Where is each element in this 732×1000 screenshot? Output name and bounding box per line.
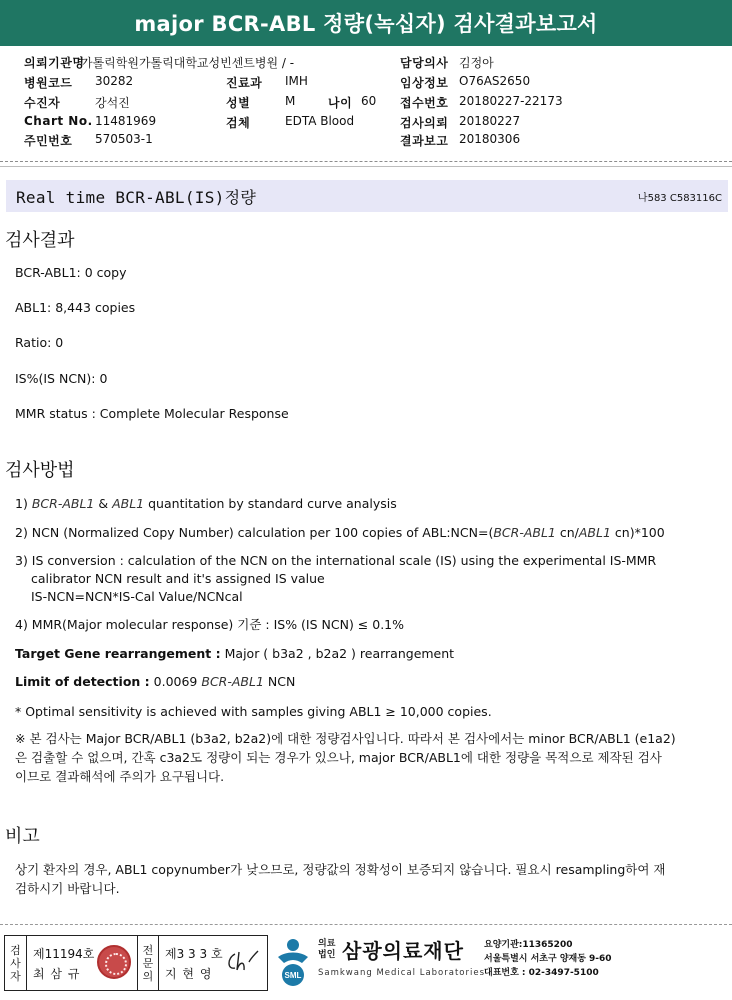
org-name: 삼광의료재단 xyxy=(342,939,464,963)
signature-box xyxy=(4,935,268,991)
target-gene-label: Target Gene rearrangement : xyxy=(15,646,221,661)
lab-logo-block xyxy=(272,935,728,991)
resident-value: 570503-1 xyxy=(95,132,153,146)
doctor-value: 김정아 xyxy=(459,56,494,70)
optimal-sensitivity-note: * Optimal sensitivity is achieved with samples giving ABL1 ≥ 10,000 copies. xyxy=(15,704,492,719)
hospital-code-label: 병원코드 xyxy=(24,76,73,90)
hospital-code-value: 30282 xyxy=(95,74,134,88)
results-heading: 검사결과 xyxy=(5,230,75,251)
method-1-number: 1) xyxy=(15,496,28,511)
receipt-label: 접수번호 xyxy=(400,96,449,110)
result-ratio: Ratio: 0 xyxy=(15,335,64,350)
care-institution-no: 요양기관:11365200 xyxy=(484,940,573,950)
chart-label: Chart No. xyxy=(24,114,93,128)
footer-divider xyxy=(0,924,732,925)
examiner-seal-stamp xyxy=(97,945,131,979)
org-phone: 대표번호 : 02-3497-5100 xyxy=(484,968,599,978)
specimen-value: EDTA Blood xyxy=(285,114,355,128)
method-1-text: quantitation by standard curve analysis xyxy=(148,496,397,511)
target-gene-line xyxy=(15,645,454,663)
lod-value: 0.0069 xyxy=(153,674,198,689)
method-caution-line3: 이므로 결과해석에 주의가 요구됩니다. xyxy=(15,769,225,784)
limit-of-detection-line xyxy=(15,673,295,691)
result-bcr-abl1: BCR-ABL1: 0 copy xyxy=(15,265,127,280)
dept-label: 진료과 xyxy=(226,76,263,90)
test-name: Real time BCR-ABL(IS)정량 xyxy=(16,187,257,207)
method-2-text-a: 2) NCN (Normalized Copy Number) calculation per 100 copies of ABL:NCN=( xyxy=(15,525,494,540)
lod-label: Limit of detection : xyxy=(15,674,150,689)
test-code: 나583 C583116C xyxy=(637,192,722,204)
method-item-2 xyxy=(15,524,665,542)
remarks-line2: 검하시기 바랍니다. xyxy=(15,881,120,896)
examiner-vertical-label: 검 사 자 xyxy=(5,936,27,990)
target-gene-value: Major ( b3a2 , b2a2 ) rearrangement xyxy=(224,646,455,661)
method-1-gene-bcr: BCR-ABL1 xyxy=(31,496,95,511)
sml-logo-text: SML xyxy=(284,971,302,980)
method-item-4: 4) MMR(Major molecular response) 기준 : IS% (IS NCN) ≤ 0.1% xyxy=(15,617,404,632)
clinical-value: O76AS2650 xyxy=(459,74,531,88)
report-value: 20180306 xyxy=(459,132,521,146)
test-header-bar xyxy=(6,180,728,212)
org-address: 서울특별시 서초구 양재동 9-60 xyxy=(484,954,612,964)
sex-label: 성별 xyxy=(226,96,251,110)
patient-value: 강석진 xyxy=(95,96,130,110)
receipt-value: 20180227-22173 xyxy=(459,94,563,108)
info-divider xyxy=(0,161,732,162)
doctor-label: 담당의사 xyxy=(400,56,449,70)
specialist-license-no: 제3 3 3 호 xyxy=(165,947,223,961)
result-is-percent: IS%(IS NCN): 0 xyxy=(15,371,108,386)
method-caution-line1: ※ 본 검사는 Major BCR/ABL1 (b3a2, b2a2)에 대한 정량검사입니다. 따라서 본 검사에서는 minor BCR/ABL1 (e1a2) xyxy=(15,731,676,746)
request-value: 20180227 xyxy=(459,114,521,128)
chart-value: 11481969 xyxy=(95,114,157,128)
specialist-signature xyxy=(225,948,261,976)
report-title: major BCR-ABL 정량(녹십자) 검사결과보고서 xyxy=(134,12,598,36)
org-prefix: 의료 법인 xyxy=(318,939,336,960)
method-2-gene-abl: ABL1 xyxy=(578,525,611,540)
patient-label: 수진자 xyxy=(24,96,61,110)
specialist-vertical-label: 전 문 의 xyxy=(137,936,159,990)
org-contact-info xyxy=(484,938,612,980)
lod-unit: NCN xyxy=(267,674,296,689)
institution-label: 의뢰기관명 xyxy=(24,56,85,70)
org-english-name: Samkwang Medical Laboratories xyxy=(318,968,486,978)
age-label: 나이 xyxy=(328,96,353,110)
result-mmr-status: MMR status : Complete Molecular Response xyxy=(15,406,289,421)
examiner-name: 최 삼 규 xyxy=(33,967,81,981)
clinical-label: 임상정보 xyxy=(400,76,449,90)
method-item-3-line3: IS-NCN=NCN*IS-Cal Value/NCNcal xyxy=(31,589,243,604)
method-heading: 검사방법 xyxy=(5,460,75,481)
specimen-label: 검체 xyxy=(226,116,251,130)
request-label: 검사의뢰 xyxy=(400,116,449,130)
remarks-heading: 비고 xyxy=(5,826,40,847)
report-title-bar xyxy=(0,0,732,46)
age-value: 60 xyxy=(361,94,377,108)
sex-value: M xyxy=(285,94,296,108)
method-item-3-line1: 3) IS conversion : calculation of the NCN on the international scale (IS) using the experimental IS-MMR xyxy=(15,553,657,568)
info-divider-solid xyxy=(0,166,732,167)
dept-value: IMH xyxy=(285,74,308,88)
method-item-1 xyxy=(15,495,397,513)
specialist-name: 지 현 영 xyxy=(165,967,213,981)
lod-gene: BCR-ABL1 xyxy=(201,674,264,689)
method-2-text-c: cn)*100 xyxy=(614,525,665,540)
method-2-gene-bcr: BCR-ABL1 xyxy=(493,525,556,540)
resident-label: 주민번호 xyxy=(24,134,73,148)
report-label: 결과보고 xyxy=(400,134,449,148)
examiner-license-no: 제11194호 xyxy=(33,947,95,961)
method-1-gene-abl: ABL1 xyxy=(112,496,145,511)
remarks-line1: 상기 환자의 경우, ABL1 copynumber가 낮으므로, 정량값의 정확성이 보증되지 않습니다. 필요시 resampling하여 재 xyxy=(15,862,666,877)
result-abl1: ABL1: 8,443 copies xyxy=(15,300,136,315)
method-1-amp: & xyxy=(98,496,109,511)
sml-logo-icon xyxy=(272,937,314,987)
method-2-text-b: cn/ xyxy=(559,525,579,540)
method-caution-line2: 은 검출할 수 없으며, 간혹 c3a2도 정량이 되는 경우가 있으나, major BCR/ABL1에 대한 정량을 목적으로 제작된 검사 xyxy=(15,750,662,765)
method-item-3-line2: calibrator NCN result and it's assigned IS value xyxy=(31,571,325,586)
institution-value: 가톨릭학원가톨릭대학교성빈센트병원 / - xyxy=(81,56,295,70)
